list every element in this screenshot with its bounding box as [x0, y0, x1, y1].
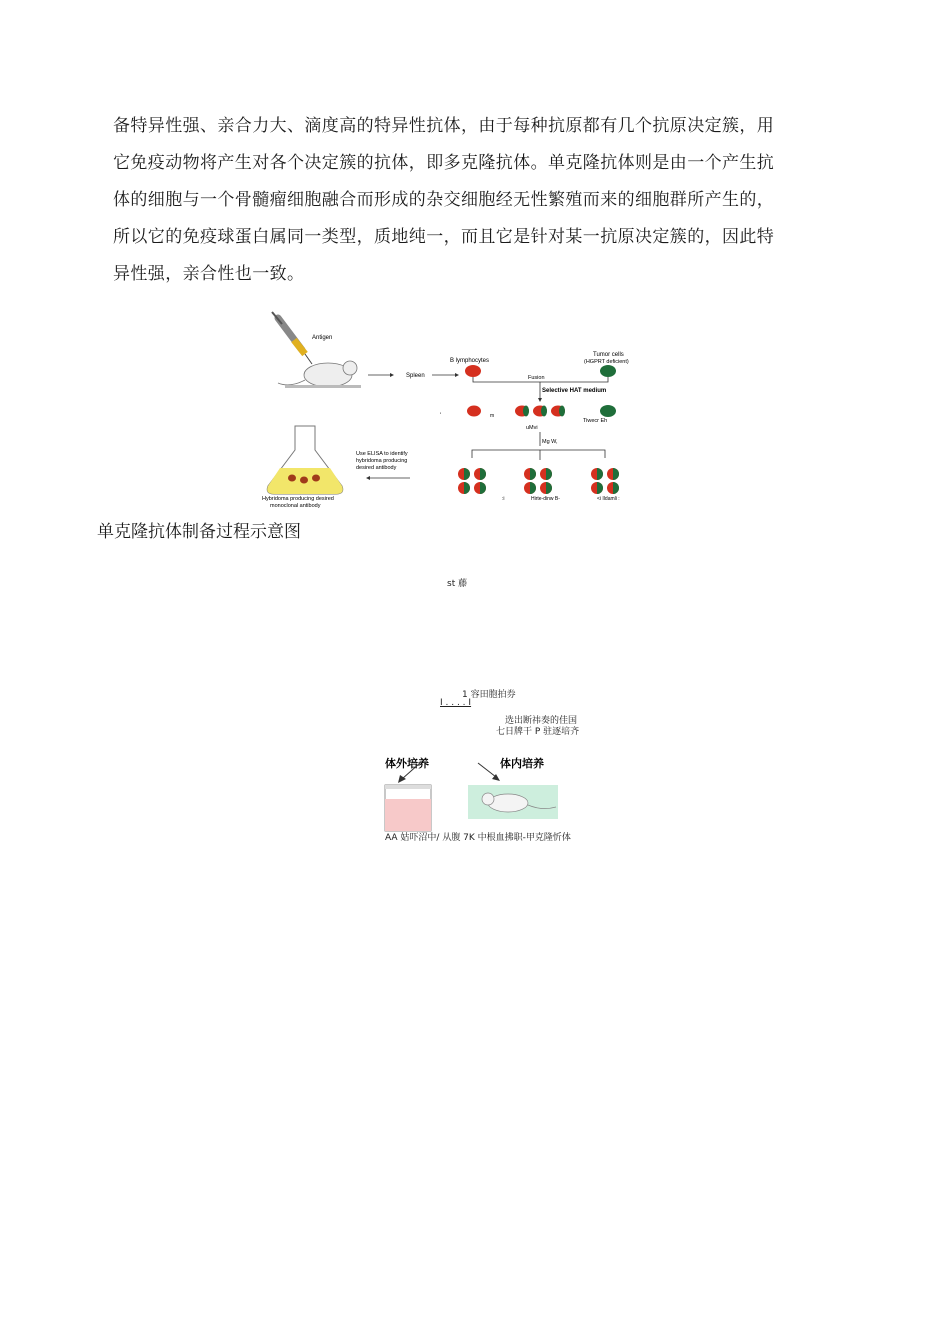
fusion-label: Fusion — [528, 375, 545, 381]
hybridoma-label-1: Hybridoma producing desired — [262, 496, 334, 502]
tumor-cell — [600, 365, 616, 377]
in-vivo-label: 体内培养 — [500, 758, 544, 770]
b-lymphocytes-label: B lymphocytes — [450, 358, 490, 364]
in-vitro-label: 体外培养 — [385, 758, 429, 770]
antigen-label: Antigen — [312, 335, 333, 341]
fig2-st-label: st 藤 — [447, 579, 468, 589]
tumor-cell — [600, 405, 616, 417]
hgprt-label: (HGPRT deficient) — [584, 359, 629, 365]
small-label: m — [490, 413, 495, 419]
paragraph-line: 异性强，亲合性也一致。 — [113, 264, 305, 284]
flask-icon — [267, 426, 343, 494]
elisa-label-2: hybridoma producing — [356, 458, 408, 464]
hat-medium-label: Selective HAT medium — [542, 388, 607, 394]
fig2-bottom-label: AA 姑吓沼中/ 从腹 7K 中根血拂职-甲克隆忻体 — [385, 833, 571, 843]
fig2-line1: 1 容田胞拍券 — [462, 690, 516, 700]
clone-label-left: :i — [502, 496, 505, 502]
hybridoma-label-2: monoclonal antibody — [270, 503, 321, 509]
b-cell — [465, 365, 481, 377]
tiwecr-label: Tiwecr Eh — [583, 418, 608, 424]
elisa-label-3: desired antibody — [356, 465, 397, 471]
culture-diagram — [380, 755, 580, 835]
fig2-line2: I . . . . I — [440, 698, 472, 708]
fig2-line3: 选出断祎奏的佳国 — [505, 716, 578, 726]
monoclonal-antibody-diagram — [250, 308, 650, 513]
syringe-icon — [272, 312, 312, 364]
paragraph-line: 它免疫动物将产生对各个决定簇的抗体，即多克隆抗体。单克隆抗体则是由一个产生抗 — [113, 153, 775, 173]
hybridoma-clones — [458, 468, 619, 494]
umvi-label: uMvi — [526, 425, 538, 431]
mouse-icon — [468, 785, 558, 819]
culture-flask-icon — [385, 785, 431, 831]
elisa-label-1: Use ELISA to identify — [356, 451, 408, 457]
paragraph-line: 所以它的免疫球蛋白属同一类型，质地纯一，而且它是针对某一抗原决定簇的，因此特 — [113, 227, 775, 247]
fig2-line4: 七日牌干 P 驻逐培齐 — [496, 727, 580, 737]
clone-label-mid: Hirte-dinw B- — [531, 496, 560, 502]
paragraph-line: 备特异性强、亲合力大、滴度高的特异性抗体，由于每种抗原都有几个抗原决定簇，用 — [113, 116, 775, 136]
body-paragraph — [113, 108, 823, 293]
paragraph-line: 体的细胞与一个骨髓瘤细胞融合而形成的杂交细胞经无性繁殖而来的细胞群所产生的， — [113, 190, 775, 210]
mouse-icon — [278, 361, 361, 388]
spleen-label: Spleen — [406, 373, 425, 379]
mgw-label: Mg W, — [542, 439, 558, 445]
b-cell — [467, 406, 481, 417]
figure-caption: 单克隆抗体制备过程示意图 — [97, 522, 301, 542]
tumor-cells-label: Tumor cells — [593, 352, 624, 358]
small-label: ' — [440, 413, 442, 419]
hybrid-cells — [515, 406, 565, 417]
clone-label-right: <i Ildamli : — [597, 496, 620, 502]
